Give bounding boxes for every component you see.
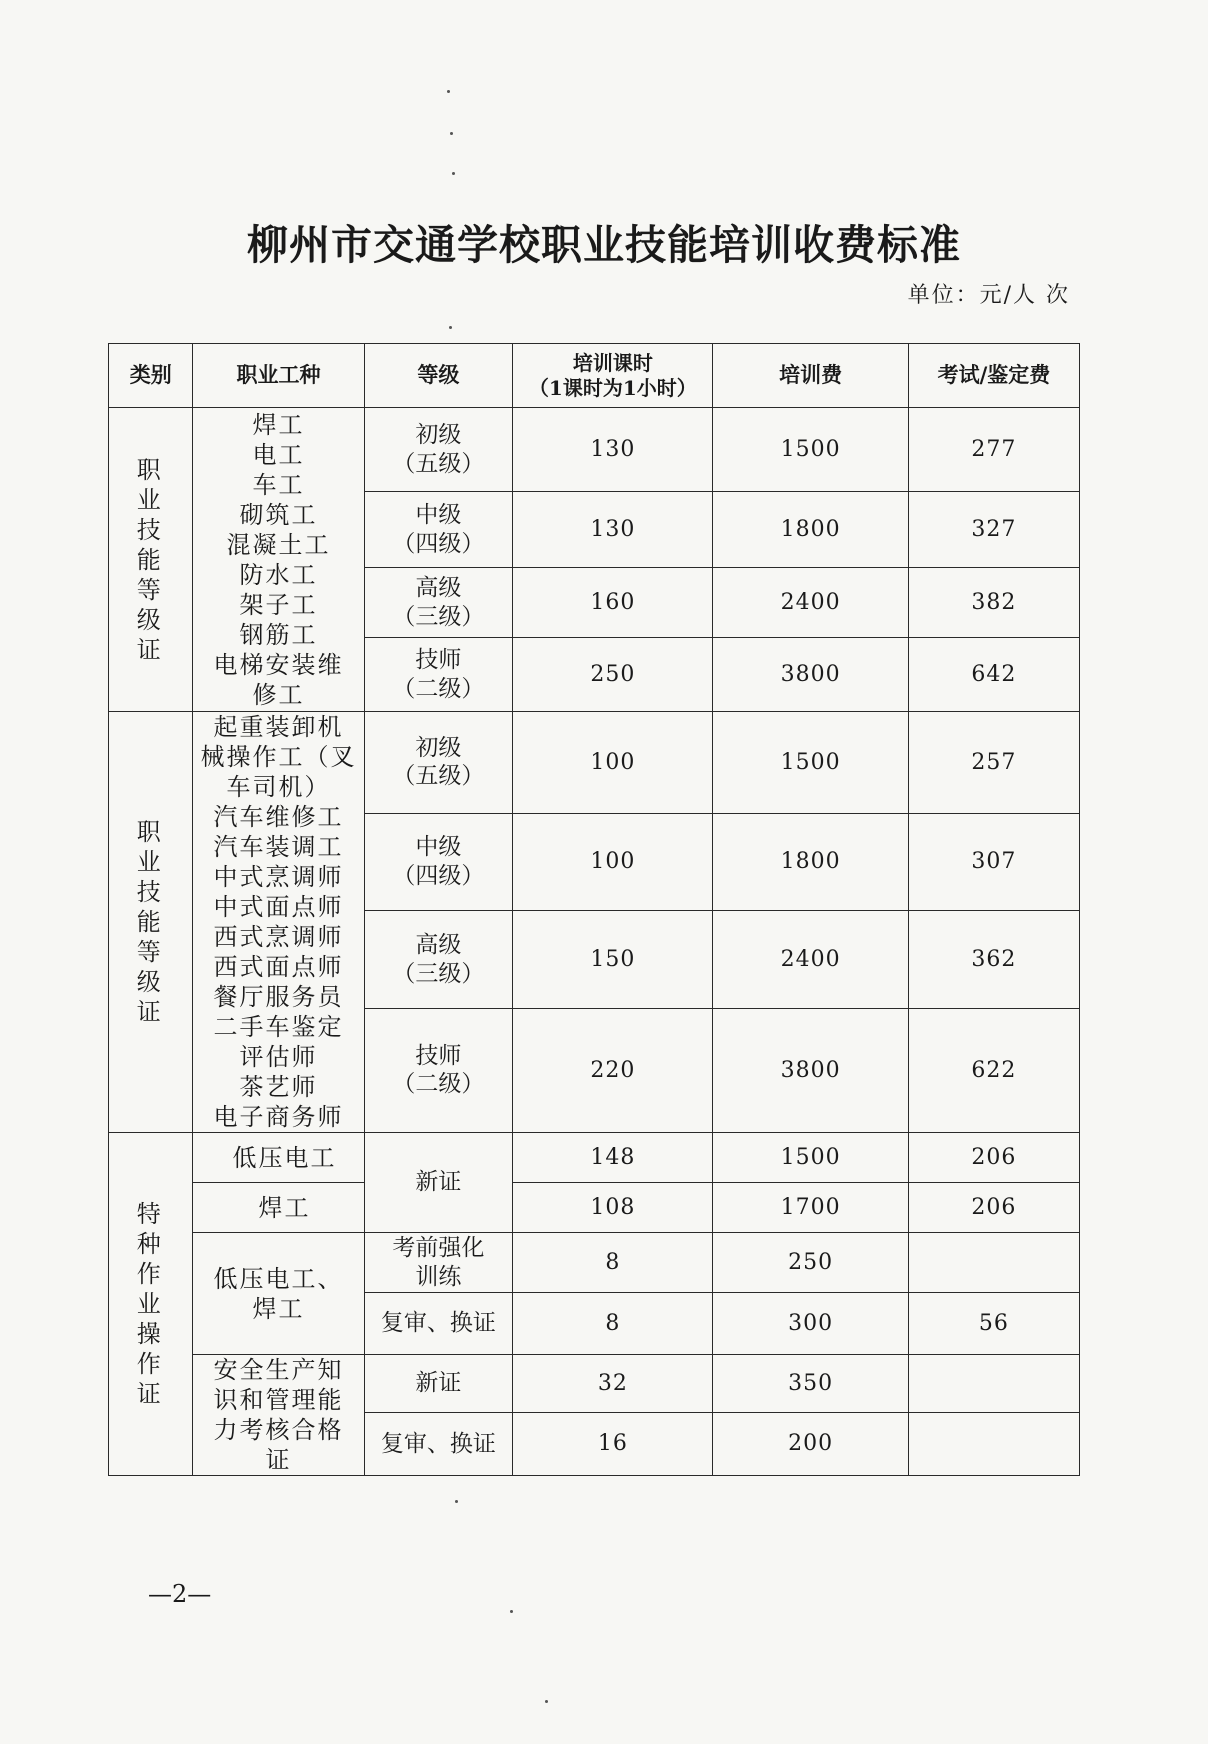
header-hours-label: 培训课时 — [572, 350, 653, 375]
exam-fee-cell: 206 — [908, 1133, 1079, 1183]
level-cell — [364, 813, 513, 911]
table-row — [109, 1233, 1080, 1293]
occupation-item: 证 — [265, 1446, 292, 1474]
occupation-list — [193, 408, 364, 712]
level-grade: （二级） — [392, 675, 485, 702]
occupation-list — [193, 1355, 364, 1476]
header-training-fee: 培训费 — [713, 344, 909, 408]
header-hours-note: （1课时为1小时） — [528, 375, 697, 400]
level-name: 技师 — [415, 646, 462, 673]
exam-fee-cell: 382 — [908, 568, 1079, 638]
table-row — [109, 1183, 1080, 1233]
category-cell — [109, 712, 193, 1133]
occupation-item: 架子工 — [239, 590, 318, 619]
occupation-list — [193, 1233, 364, 1355]
hours-cell: 148 — [513, 1133, 713, 1183]
occupation-item: 汽车维修工 — [213, 803, 344, 831]
training-fee-cell: 200 — [713, 1413, 909, 1476]
occupation-item: 电子商务师 — [213, 1103, 344, 1131]
occupation-item: 二手车鉴定 — [213, 1013, 344, 1041]
training-fee-cell: 1700 — [713, 1183, 909, 1233]
exam-fee-cell: 56 — [908, 1293, 1079, 1355]
level-cell — [364, 1008, 513, 1132]
occupation-list — [193, 712, 364, 1133]
level-name: 高级 — [415, 931, 462, 958]
level-cell — [364, 911, 513, 1009]
occupation-item: 起重装卸机 — [213, 713, 344, 741]
occupation-item: 车工 — [252, 470, 305, 499]
table-row — [109, 1133, 1080, 1183]
training-fee-cell: 1800 — [713, 492, 909, 568]
occupation-item: 安全生产知 — [213, 1356, 344, 1384]
exam-fee-cell — [908, 1233, 1079, 1293]
training-fee-cell: 3800 — [713, 638, 909, 712]
training-fee-cell: 1500 — [713, 1133, 909, 1183]
occupation-item: 防水工 — [239, 560, 318, 589]
occupation-item: 砌筑工 — [239, 500, 318, 529]
training-fee-cell: 300 — [713, 1293, 909, 1355]
level-cell: 复审、换证 — [364, 1293, 513, 1355]
level-cell: 新证 — [364, 1133, 513, 1233]
header-occupation: 职业工种 — [193, 344, 364, 408]
page-number: —2— — [148, 1580, 212, 1608]
hours-cell: 160 — [513, 568, 713, 638]
unit-note: 单位：元/人 次 — [907, 283, 1070, 308]
training-fee-cell: 2400 — [713, 911, 909, 1009]
hours-cell: 8 — [513, 1293, 713, 1355]
level-name: 初级 — [415, 734, 462, 761]
occupation-item: 西式面点师 — [213, 953, 344, 981]
hours-cell: 220 — [513, 1008, 713, 1132]
table-row — [109, 712, 1080, 814]
level-name: 中级 — [415, 501, 462, 528]
header-exam-fee: 考试/鉴定费 — [908, 344, 1079, 408]
level-grade: 训练 — [415, 1263, 462, 1290]
exam-fee-cell: 307 — [908, 813, 1079, 911]
level-grade: （四级） — [392, 862, 485, 889]
occupation-item: 钢筋工 — [239, 620, 318, 649]
level-cell — [364, 408, 513, 492]
category-cell — [109, 1133, 193, 1476]
level-grade: （三级） — [392, 960, 485, 987]
occupation-item: 械操作工（叉 — [200, 743, 357, 771]
header-category: 类别 — [109, 344, 193, 408]
occupation-item: 茶艺师 — [239, 1073, 318, 1101]
level-grade: （二级） — [392, 1071, 485, 1098]
hours-cell: 130 — [513, 492, 713, 568]
scan-speck — [452, 172, 455, 175]
training-fee-cell: 2400 — [713, 568, 909, 638]
occupation-item: 电梯安装维 — [213, 650, 344, 679]
occupation-item: 焊工 — [252, 410, 305, 439]
level-cell — [364, 568, 513, 638]
hours-cell: 16 — [513, 1413, 713, 1476]
occupation-item: 西式烹调师 — [213, 923, 344, 951]
scan-speck — [449, 326, 452, 329]
scan-speck — [545, 1700, 548, 1703]
level-cell — [364, 492, 513, 568]
category-label: 职业技能等级证 — [136, 455, 165, 664]
level-name: 考前强化 — [392, 1234, 485, 1261]
header-hours — [513, 344, 713, 408]
occupation-item: 汽车装调工 — [213, 833, 344, 861]
level-cell: 复审、换证 — [364, 1413, 513, 1476]
exam-fee-cell: 257 — [908, 712, 1079, 814]
hours-cell: 8 — [513, 1233, 713, 1293]
level-name: 中级 — [415, 834, 462, 861]
occupation-item: 中式面点师 — [213, 893, 344, 921]
occupation-item: 低压电工、 — [213, 1264, 344, 1293]
header-level: 等级 — [364, 344, 513, 408]
hours-cell: 130 — [513, 408, 713, 492]
page-title: 柳州市交通学校职业技能培训收费标准 — [247, 221, 961, 269]
exam-fee-cell: 642 — [908, 638, 1079, 712]
table-row — [109, 1355, 1080, 1413]
exam-fee-cell — [908, 1355, 1079, 1413]
level-grade: （四级） — [392, 530, 485, 557]
level-name: 初级 — [415, 421, 462, 448]
table-row — [109, 408, 1080, 492]
exam-fee-cell: 327 — [908, 492, 1079, 568]
category-label: 职业技能等级证 — [136, 818, 165, 1026]
level-grade: （五级） — [392, 763, 485, 790]
hours-cell: 250 — [513, 638, 713, 712]
level-cell — [364, 638, 513, 712]
hours-cell: 108 — [513, 1183, 713, 1233]
hours-cell: 150 — [513, 911, 713, 1009]
occupation-item: 餐厅服务员 — [213, 983, 344, 1011]
exam-fee-cell — [908, 1413, 1079, 1476]
occupation-item: 力考核合格 — [213, 1416, 344, 1444]
training-fee-cell: 1500 — [713, 408, 909, 492]
occupation-item: 焊工 — [252, 1294, 305, 1323]
scan-speck — [510, 1610, 513, 1613]
level-name: 高级 — [415, 574, 462, 601]
exam-fee-cell: 362 — [908, 911, 1079, 1009]
training-fee-cell: 250 — [713, 1233, 909, 1293]
training-fee-cell: 1500 — [713, 712, 909, 814]
occupation-item: 焊工 — [193, 1183, 364, 1233]
fee-table — [108, 343, 1080, 1476]
training-fee-cell: 1800 — [713, 813, 909, 911]
hours-cell: 100 — [513, 712, 713, 814]
occupation-item: 识和管理能 — [213, 1386, 344, 1414]
occupation-item: 车司机） — [226, 773, 331, 801]
training-fee-cell: 350 — [713, 1355, 909, 1413]
level-cell — [364, 712, 513, 814]
category-label: 特种作业操作证 — [136, 1200, 165, 1408]
level-cell — [364, 1233, 513, 1293]
exam-fee-cell: 277 — [908, 408, 1079, 492]
exam-fee-cell: 622 — [908, 1008, 1079, 1132]
exam-fee-cell: 206 — [908, 1183, 1079, 1233]
training-fee-cell: 3800 — [713, 1008, 909, 1132]
table-header-row — [109, 344, 1080, 408]
occupation-item: 中式烹调师 — [213, 863, 344, 891]
occupation-item: 评估师 — [239, 1043, 318, 1071]
scan-speck — [447, 90, 450, 93]
scan-speck — [455, 1500, 458, 1503]
hours-cell: 100 — [513, 813, 713, 911]
occupation-item: 电工 — [252, 440, 305, 469]
scan-speck — [450, 132, 453, 135]
level-grade: （三级） — [392, 603, 485, 630]
occupation-item: 混凝土工 — [226, 530, 331, 559]
occupation-item: 低压电工 — [193, 1133, 364, 1183]
hours-cell: 32 — [513, 1355, 713, 1413]
occupation-item: 修工 — [252, 680, 305, 709]
category-cell — [109, 408, 193, 712]
level-grade: （五级） — [392, 450, 485, 477]
level-cell: 新证 — [364, 1355, 513, 1413]
level-name: 技师 — [415, 1042, 462, 1069]
